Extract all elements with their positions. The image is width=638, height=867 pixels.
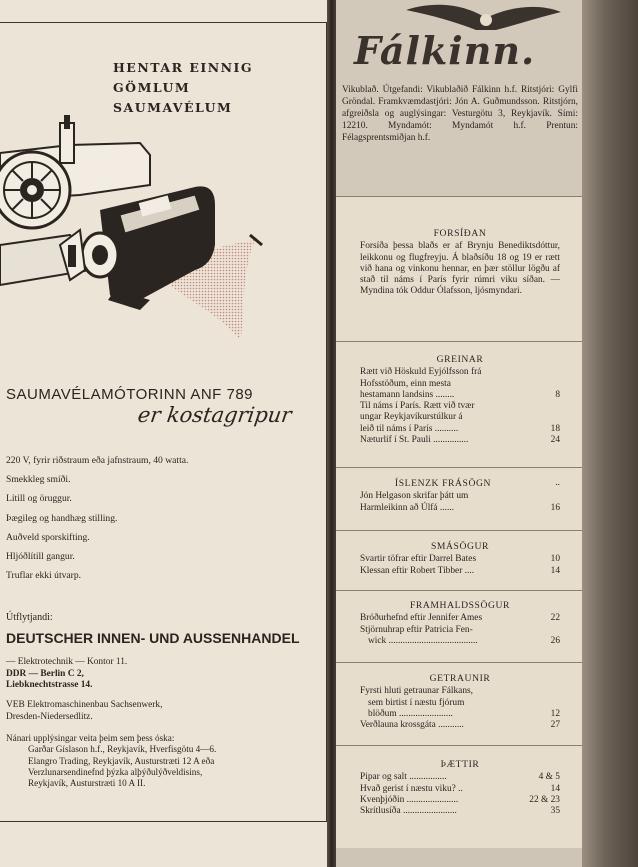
entry-line: sem birtist í næstu fjórum [368,697,465,708]
manufacturer-line: Dresden-Niedersedlitz. [6,711,93,722]
divider [336,590,582,591]
contact-info [6,733,216,789]
entry-page: 14 [550,783,560,794]
entry-page: 22 & 23 [529,794,560,805]
masthead [336,0,582,196]
exporter-label: Útflytjandi: [6,612,53,623]
entry-line: Jón Helgason skrifar þátt um [360,491,469,502]
section-framhalds [360,600,560,647]
section-islenzk [360,478,560,514]
feature-list [6,455,188,589]
address-line: DDR — Berlin C 2, [6,668,84,679]
feature-item: Hljóðlítill gangur. [6,550,75,562]
entry-line: leið til náms í París .......... [360,423,459,434]
cover-description: Forsíða þessa blaðs er af Brynju Benediktsdóttur, leikkonu og flugfreyju. Á blaðsíðu 18 og 19 er rætt við hana og vinkonu hennar, en þær stöllur lögðu af stað til náms í París fyrir rúmri viku síðan. — Myndina tók Oddur Ólafsson, ljósmyndari. [360,241,560,297]
entry-page: 10 [550,554,560,565]
entry-line: Rætt við Höskuld Eyjólfsson frá [360,367,482,378]
entry-page: 24 [550,435,560,446]
section-forsidan [360,228,560,298]
toc-entry[interactable] [360,795,560,806]
feature-item: Þægileg og handhæg stilling. [6,512,118,524]
entry-page: 35 [550,806,560,817]
toc-entry[interactable] [360,554,560,565]
divider [336,467,582,468]
contents-page [336,0,582,867]
section-heading: ÞÆTTIR [440,759,480,770]
toc-entry[interactable] [360,401,560,435]
toc-entry[interactable] [360,806,560,817]
toc-entry[interactable] [360,625,560,648]
entry-line: Bróðurhefnd eftir Jennifer Ames [360,613,483,624]
motor-subtitle: er kostagripur [136,403,294,427]
divider [336,530,582,531]
contact-line: Verzlunarsendinefnd þýzka alþýðulýðveldisins, [28,766,203,777]
entry-page: 4 & 5 [538,772,560,783]
address-line: — Elektrotechnik — Kontor 11. [6,657,128,667]
section-heading: ÍSLENZK FRÁSÖGN [394,478,492,489]
divider [336,341,582,342]
toc-entry[interactable] [360,367,560,401]
toc-entry[interactable] [360,435,560,446]
entry-line: Hofsstöðum, einn mesta [360,378,451,389]
section-greinar [360,354,560,446]
contact-line: Reykjavík, Austurstræti 10 A II. [28,778,146,789]
headline-line: HENTAR EINNIG [113,60,254,75]
entry-line: Harmleikinn að Úlfá ...... [360,502,454,513]
headline-line: GÖMLUM [113,80,191,95]
toc-entry[interactable] [360,491,560,514]
entry-page: 26 [550,635,560,646]
page-edge [582,0,638,867]
toc-entry[interactable] [360,772,560,783]
toc-entry[interactable] [360,784,560,795]
entry-line: blöðum ....................... [368,708,453,719]
entry-page: 22 [550,613,560,624]
entry-page: 27 [550,720,560,731]
entry-line: Verðlauna krossgáta ........... [360,720,464,731]
contact-line: Garðar Gíslason h.f., Reykjavík, Hverfisgötu 4—6. [28,744,217,755]
entry-line: Til náms í París. Rætt við tvær [360,401,475,412]
contact-line: Nánari upplýsingar veita þeim sem þess óska: [6,733,175,743]
toc-entry[interactable] [360,720,560,731]
headline-line: SAUMAVÉLUM [113,100,233,115]
exporter-name: DEUTSCHER INNEN- UND AUSSENHANDEL [6,630,300,646]
entry-page: 12 [550,708,560,719]
heading-marker: .. [555,478,560,488]
page-gutter [327,0,336,867]
entry-line: Næturlíf í St. Pauli ............... [360,435,469,446]
feature-item: Lítill og öruggur. [6,493,72,505]
section-heading: GETRAUNIR [429,673,491,684]
feature-item: Auðveld sporskifting. [6,531,90,543]
manufacturer-line: VEB Elektromaschinenbau Sachsenwerk, [6,700,163,710]
section-heading: SMÁSÖGUR [430,541,490,552]
entry-line: hestamann landsins ........ [360,389,455,400]
entry-line: Stjörnuhrap eftir Patricia Fen- [360,624,473,635]
entry-line: Fyrsti hluti getraunar Fálkans, [360,686,474,697]
section-heading: GREINAR [436,354,484,365]
exporter-address [6,657,127,692]
section-getraunir [360,673,560,731]
motor-title: SAUMAVÉLAMÓTORINN ANF 789 [6,386,254,403]
section-heading: FRAMHALDSSÖGUR [409,600,511,611]
divider [336,662,582,663]
section-heading: FORSÍÐAN [433,228,487,239]
entry-page: 18 [550,423,560,434]
entry-page: 8 [555,389,560,400]
toc-entry[interactable] [360,566,560,577]
entry-line: Hvað gerist í næstu viku? .. [360,783,463,794]
section-thaettir [360,759,560,817]
masthead-text: Vikublað. Útgefandi: Vikublaðið Fálkinn h.f. Ritstjóri: Gylfi Gröndal. Framkvæmdastjóri: Jón A. Guðmundsson. Ritstjórn, afgreiðsla og auglýsingar: Vesturgötu 3, Reykjavík. Sími: 12210. Myndamót: Myndamót h.f. Prentun: Félagsprentsmiðjan h.f. [342,85,578,143]
sewing-machine-illustration [0,95,300,385]
address-line: Liebknechtstrasse 14. [6,680,93,690]
feature-item: 220 V, fyrir riðstraum eða jafnstraum, 40 watta. [6,455,189,466]
page-bottom-strip [336,848,582,867]
feature-item: Smekkleg smíði. [6,474,71,486]
toc-entry[interactable] [360,613,560,624]
entry-line: wick ...................................... [368,635,478,646]
entry-line: Pipar og salt ................ [360,772,447,783]
contact-line: Elangro Trading, Reykjavík, Austurstræti 12 A eða [28,755,215,766]
section-smasogur [360,541,560,577]
divider [336,196,582,197]
entry-line: Skrítlusíða ....................... [360,806,457,817]
feature-item: Truflar ekki útvarp. [6,570,82,582]
divider [336,745,582,746]
entry-line: ungar Reykjavíkurstúlkur á [360,412,463,423]
entry-line: Klessan eftir Robert Tibber .... [360,565,475,576]
entry-line: Kvenþjóðin ...................... [360,794,459,805]
manufacturer [6,700,162,723]
entry-page: 16 [550,502,560,513]
magazine-logo: Fálkinn. [354,28,536,73]
toc-entry[interactable] [360,686,560,720]
entry-page: 14 [550,565,560,576]
entry-line: Svartir töfrar eftir Darrel Bates [360,554,477,565]
